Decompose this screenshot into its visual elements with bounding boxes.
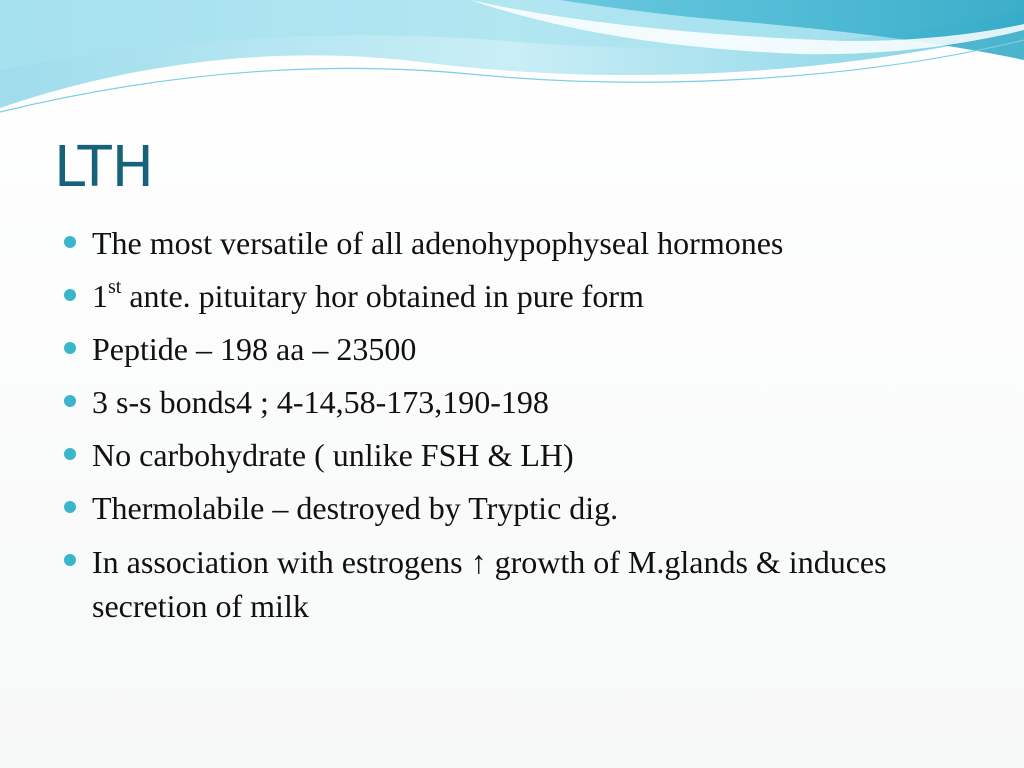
bullet-dot-icon bbox=[64, 289, 76, 301]
bullet-item bbox=[64, 434, 964, 476]
bullet-dot-icon bbox=[64, 448, 76, 460]
bullet-item bbox=[64, 381, 964, 423]
bullet-item bbox=[64, 275, 964, 317]
header-wave-decoration bbox=[0, 0, 1024, 130]
bullet-dot-icon bbox=[64, 236, 76, 248]
bullet-item bbox=[64, 222, 964, 264]
bullet-dot-icon bbox=[64, 342, 76, 354]
bullet-text: 3 s-s bonds4 ; 4-14,58-173,190-198 bbox=[92, 384, 549, 420]
bullet-text: Peptide – 198 aa – 23500 bbox=[92, 331, 417, 367]
bullet-text: Thermolabile – destroyed by Tryptic dig. bbox=[92, 490, 619, 526]
bullet-superscript: st bbox=[108, 276, 122, 298]
bullet-text: The most versatile of all adenohypophyseal hormones bbox=[92, 225, 784, 261]
slide-title: LTH bbox=[54, 135, 154, 200]
bullet-list bbox=[64, 222, 964, 639]
bullet-text: ante. pituitary hor obtained in pure form bbox=[121, 278, 644, 314]
bullet-text: No carbohydrate ( unlike FSH & LH) bbox=[92, 437, 574, 473]
bullet-item bbox=[64, 328, 964, 370]
bullet-item bbox=[64, 540, 964, 628]
bullet-dot-icon bbox=[64, 554, 76, 566]
bullet-dot-icon bbox=[64, 501, 76, 513]
bullet-dot-icon bbox=[64, 395, 76, 407]
bullet-item bbox=[64, 487, 964, 529]
bullet-text: In association with estrogens ↑ growth of M.glands & induces secretion of milk bbox=[92, 544, 887, 624]
bullet-text-prefix: 1 bbox=[92, 278, 108, 314]
